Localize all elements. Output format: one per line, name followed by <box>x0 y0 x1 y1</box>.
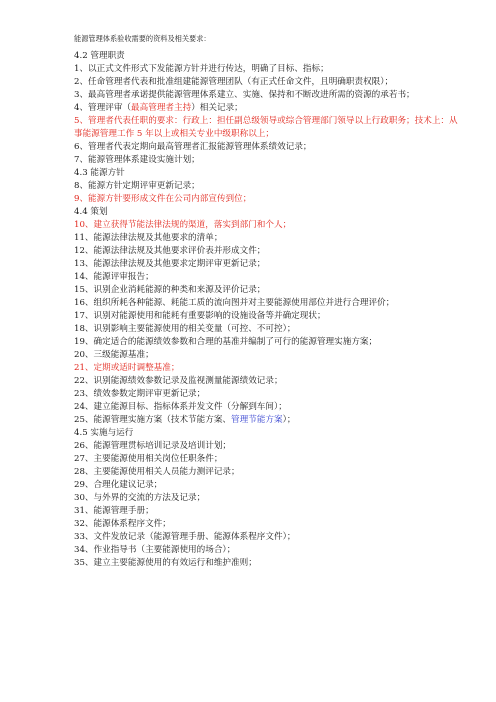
line-text-segment: ）相关记录； <box>191 103 243 113</box>
document-line <box>74 271 464 284</box>
line-text-segment: 20、三级能源基准； <box>74 350 154 360</box>
line-text-segment: 7、能源管理体系建设实施计划； <box>74 155 200 165</box>
document-line <box>74 492 464 505</box>
line-text-segment: 13、能源法律法规及其他要求定期评审更新记录； <box>74 259 266 269</box>
line-text-segment: ）； <box>282 415 296 425</box>
line-text-segment: 3、最高管理者承诺提供能源管理体系建立、实施、保持和不断改进所需的资源的承若书； <box>74 90 415 100</box>
line-text-segment: 6、管理者代表定期向最高管理者汇报能源管理体系绩效记录； <box>74 142 312 152</box>
line-text-segment: 4.2 管理职责 <box>74 51 125 61</box>
document-line <box>74 219 464 232</box>
document-line <box>74 466 464 479</box>
line-text-segment: 32、能源体系程序文件； <box>74 519 171 529</box>
line-text-segment: 管理节能方案 <box>231 415 283 425</box>
line-text-segment: 2、任命管理者代表和批准组建能源管理团队（有正式任命文件，且明确职责权限）； <box>74 77 394 87</box>
document-line <box>74 336 464 349</box>
document-line <box>74 310 464 323</box>
line-text-segment: 29、合理化建议记录； <box>74 480 163 490</box>
document-line <box>74 141 464 154</box>
document-line <box>74 388 464 401</box>
document-line <box>74 76 464 89</box>
document-line <box>74 323 464 336</box>
line-text-segment: 11、能源法律法规及其他要求的清单； <box>74 233 223 243</box>
line-text-segment: 18、识别影响主要能源使用的相关变量（可控、不可控）； <box>74 324 296 334</box>
document-line <box>74 258 464 271</box>
document-line <box>74 479 464 492</box>
document-line <box>74 375 464 388</box>
line-text-segment: 5、管理者代表任职的要求：行政上：担任副总级领导或综合管理部门领导以上行政职务；技术上：从事能源管理工作 5 年以上或相关专业中级职称以上； <box>74 116 458 139</box>
document-line <box>74 193 464 206</box>
document-line <box>74 349 464 362</box>
line-text-segment: 14、能源评审报告； <box>74 272 154 282</box>
document-line <box>74 401 464 414</box>
document-line <box>74 518 464 531</box>
document-line <box>74 531 464 544</box>
line-text-segment: 4.5 实施与运行 <box>74 428 134 438</box>
document-line <box>74 505 464 518</box>
document-line <box>74 50 464 63</box>
document-line <box>74 206 464 219</box>
document-line <box>74 284 464 297</box>
document-line <box>74 232 464 245</box>
line-text-segment: 31、能源管理手册； <box>74 506 154 516</box>
document-line <box>74 167 464 180</box>
document-line <box>74 557 464 570</box>
line-text-segment: 19、确定适合的能源绩效参数和合理的基准并编制了可行的能源管理实施方案； <box>74 337 378 347</box>
line-text-segment: 17、识别对能源使用和能耗有重要影响的设施设备等并确定现状； <box>74 311 326 321</box>
line-text-segment: 15、识别企业消耗能源的种类和来源及评价记录； <box>74 285 266 295</box>
line-text-segment: 4、管理评审（ <box>74 103 132 113</box>
document-line <box>74 154 464 167</box>
document-line <box>74 440 464 453</box>
document-line <box>74 63 464 76</box>
document-line <box>74 427 464 440</box>
line-text-segment: 4.3 能源方针 <box>74 168 125 178</box>
document-body <box>74 50 464 570</box>
line-text-segment: 22、识别能源绩效参数记录及监视测量能源绩效记录； <box>74 376 283 386</box>
line-text-segment: 27、主要能源使用相关岗位任职条件； <box>74 454 223 464</box>
document-line <box>74 414 464 427</box>
line-text-segment: 10、建立获得节能法律法规的渠道，落实到部门和个人； <box>74 220 292 230</box>
document-line <box>74 245 464 258</box>
line-text-segment: 23、绩效参数定期评审更新记录； <box>74 389 206 399</box>
document-line <box>74 362 464 375</box>
line-text-segment: 33、文件发放记录（能源管理手册、能源体系程序文件）； <box>74 532 296 542</box>
document-line <box>74 102 464 115</box>
line-text-segment: 4.4 策划 <box>74 207 108 217</box>
document-line <box>74 297 464 310</box>
line-text-segment: 24、建立能源目标、指标体系并发文件（分解到车间）； <box>74 402 287 412</box>
document-line <box>74 115 464 141</box>
document-page <box>74 34 464 570</box>
document-line <box>74 89 464 102</box>
line-text-segment: 25、能源管理实施方案（技术节能方案、 <box>74 415 232 425</box>
line-text-segment: 1、以正式文件形式下发能源方针并进行传达，明确了目标、指标； <box>74 64 329 74</box>
document-line <box>74 544 464 557</box>
line-text-segment: 35、建立主要能源使用的有效运行和维护准则； <box>74 558 257 568</box>
line-text-segment: 30、与外界的交流的方法及记录； <box>74 493 206 503</box>
line-text-segment: 26、能源管理贯标培训记录及培训计划； <box>74 441 232 451</box>
line-text-segment: 21、定期或适时调整基准； <box>74 363 180 373</box>
line-text-segment: 9、能源方针要形成文件在公司内部宣传到位； <box>74 194 252 204</box>
line-text-segment: 34、作业指导书（主要能源使用的场合）； <box>74 545 236 555</box>
line-text-segment: 16、组织所耗各种能源、耗能工质的流向图并对主要能源使用部位并进行合理评价； <box>74 298 395 308</box>
line-text-segment: 8、能源方针定期评审更新记录； <box>74 181 200 191</box>
document-line <box>74 453 464 466</box>
document-intro: 能源管理体系验收需要的资料及相关要求： <box>74 34 211 43</box>
line-text-segment: 12、能源法律法规及其他要求评价表并形成文件； <box>74 246 266 256</box>
document-line <box>74 180 464 193</box>
line-text-segment: 28、主要能源使用相关人员能力测评记录； <box>74 467 240 477</box>
line-text-segment: 最高管理者主持 <box>131 103 192 113</box>
